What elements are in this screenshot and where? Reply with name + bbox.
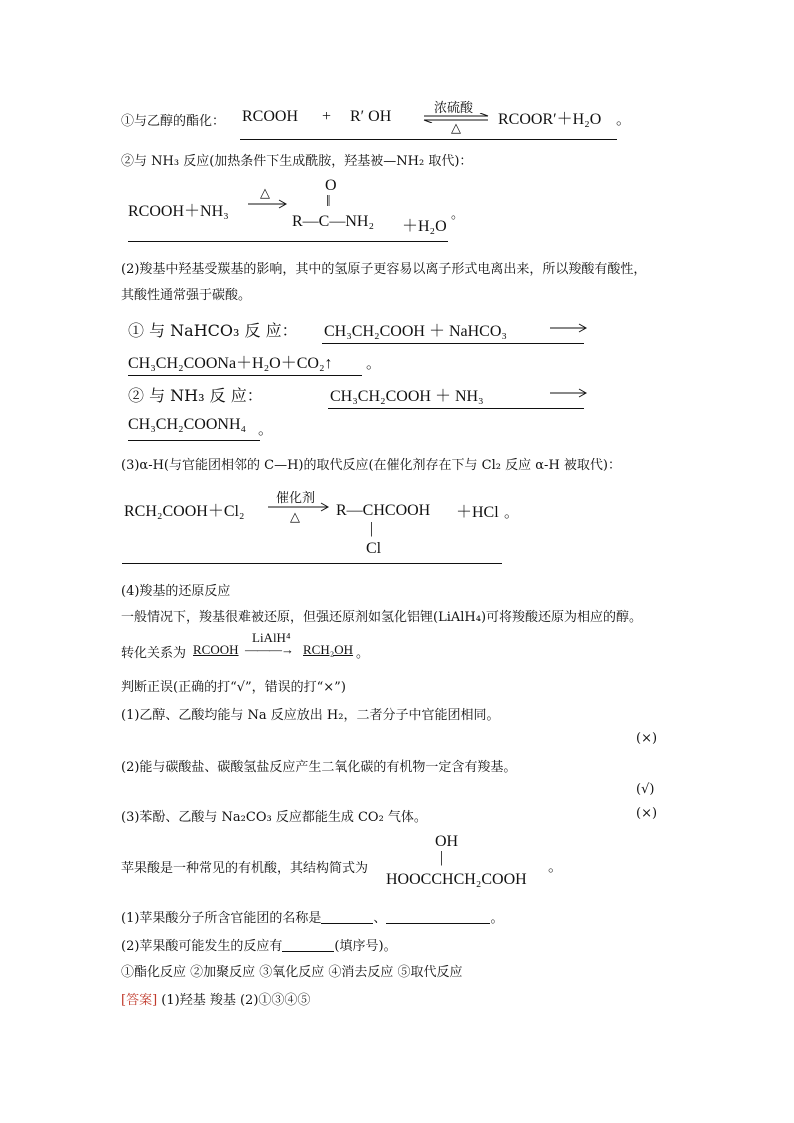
judge-heading: 判断正误(正确的打“√”，错误的打“×”) xyxy=(121,680,346,695)
alpha-h-label: (3)α-H(与官能团相邻的 C—H)的取代反应(在催化剂存在下与 Cl₂ 反应 α-H 被取代)： xyxy=(121,458,621,473)
q2-blank[interactable] xyxy=(282,950,334,952)
answer-text: (1)羟基 羧基 (2)①③④⑤ xyxy=(161,993,311,1008)
judge-answer-3: (×) xyxy=(636,806,658,821)
ester-catalyst: 浓硫酸 xyxy=(434,101,474,116)
judge-item-1: (1)乙醇、乙酸均能与 Na 反应放出 H₂，二者分子中官能团相同。 xyxy=(121,708,500,723)
relation-reagent: LiAlH⁴ xyxy=(252,630,291,645)
nh3-reactants: CH₃CH₂COOH ＋ NH₃ xyxy=(330,388,484,405)
nh3-underline1 xyxy=(328,408,584,409)
judge-item-2: (2)能与碳酸盐、碳酸氢盐反应产生二氧化碳的有机物一定含有羧基。 xyxy=(121,760,517,775)
reduction-heading: (4)羧基的还原反应 xyxy=(121,584,231,599)
amide-product: R—C—NH₂ xyxy=(292,213,375,230)
relation-from: RCOOH xyxy=(193,642,239,657)
relation-arrow: ———→ xyxy=(245,642,293,657)
relation-end: 。 xyxy=(356,646,370,661)
nh3-underline2 xyxy=(128,440,260,441)
amide-heat: △ xyxy=(260,186,270,201)
q1-blank-1[interactable] xyxy=(321,922,373,924)
malic-q1 xyxy=(121,907,503,926)
judge-item-3: (3)苯酚、乙酸与 Na₂CO₃ 反应都能生成 CO₂ 气体。 xyxy=(121,810,427,825)
nahco3-underline1 xyxy=(322,343,584,344)
ester-reactant2: R′ OH xyxy=(350,108,392,125)
judge-answer-1: (×) xyxy=(636,731,658,746)
q1-end: 。 xyxy=(490,911,504,926)
right-arrow-icon xyxy=(548,388,588,398)
nahco3-reactants: CH₃CH₂COOH ＋ NaHCO₃ xyxy=(324,323,507,340)
amide-end: 。 xyxy=(451,207,465,222)
alpha-bond: | xyxy=(370,520,374,537)
amide-water: ＋H₂O xyxy=(402,218,447,235)
malic-options: ①酯化反应 ②加聚反应 ③氧化反应 ④消去反应 ⑤取代反应 xyxy=(121,965,463,980)
judge-answer-2: (√) xyxy=(636,782,655,797)
malic-formula: HOOCCHCH₂COOH xyxy=(386,871,527,888)
nahco3-label: ① 与 NaHCO₃ 反 应： xyxy=(128,321,298,340)
amide-label: ②与 NH₃ 反应(加热条件下生成酰胺，羟基被—NH₂ 取代)： xyxy=(121,154,473,169)
esterification-label: ①与乙醇的酯化： xyxy=(121,114,226,129)
alpha-hcl: ＋HCl xyxy=(456,504,499,521)
amide-reactants: RCOOH＋NH₃ xyxy=(128,203,229,220)
reduction-text: 一般情况下，羧基很难被还原，但强还原剂如氢化铝锂(LiAlH₄)可将羧酸还原为相应的醇。 xyxy=(121,610,643,625)
amide-underline xyxy=(128,241,448,242)
relation-to: RCH₂OH xyxy=(303,642,354,657)
amide-oxygen: O xyxy=(325,177,337,194)
alpha-end: 。 xyxy=(504,503,520,521)
q1-blank-2[interactable] xyxy=(386,922,490,924)
ester-reactant1: RCOOH xyxy=(242,108,299,125)
acidity-text2: 其酸性通常强于碳酸。 xyxy=(121,288,252,303)
malic-bond: | xyxy=(440,849,444,866)
ester-plus: + xyxy=(322,108,332,125)
q1-sep: 、 xyxy=(373,911,387,926)
alpha-underline xyxy=(122,563,502,564)
alpha-reactants: RCH₂COOH＋Cl₂ xyxy=(124,503,245,520)
malic-intro: 苹果酸是一种常见的有机酸，其结构简式为 xyxy=(121,861,369,876)
q2-suffix: (填序号)。 xyxy=(334,939,397,954)
nahco3-products: CH₃CH₂COONa＋H₂O＋CO₂↑ xyxy=(128,355,333,372)
q2-prefix: (2)苹果酸可能发生的反应有 xyxy=(121,939,283,954)
alpha-chlorine: Cl xyxy=(366,540,382,557)
amide-double-bond: ‖ xyxy=(326,193,331,210)
right-arrow-icon xyxy=(548,323,588,333)
malic-end: 。 xyxy=(548,857,564,875)
alpha-catalyst: 催化剂 xyxy=(276,491,316,506)
nh3-product: CH₃CH₂COONH₄ xyxy=(128,416,247,433)
acidity-text1: (2)羧基中羟基受羰基的影响，其中的氢原子更容易以离子形式电离出来，所以羧酸有酸性， xyxy=(121,262,647,277)
nh3-label: ② 与 NH₃ 反 应： xyxy=(128,386,263,405)
nh3-end: 。 xyxy=(258,420,274,438)
answer-tag: [答案] xyxy=(121,993,158,1008)
right-arrow-icon xyxy=(246,199,288,209)
ester-end: 。 xyxy=(616,110,632,128)
malic-q2 xyxy=(121,935,397,954)
alpha-heat: △ xyxy=(290,510,300,525)
q1-prefix: (1)苹果酸分子所含官能团的名称是 xyxy=(121,911,322,926)
ester-underline xyxy=(240,139,617,140)
alpha-product: R—CHCOOH xyxy=(336,502,431,519)
relation-prefix: 转化关系为 xyxy=(121,646,187,661)
nahco3-underline2 xyxy=(128,375,362,376)
malic-oh: OH xyxy=(435,833,459,850)
ester-product: RCOOR′＋H₂O xyxy=(498,111,602,128)
nahco3-end: 。 xyxy=(366,354,382,372)
ester-heat: △ xyxy=(451,121,461,136)
malic-answer xyxy=(121,989,310,1008)
